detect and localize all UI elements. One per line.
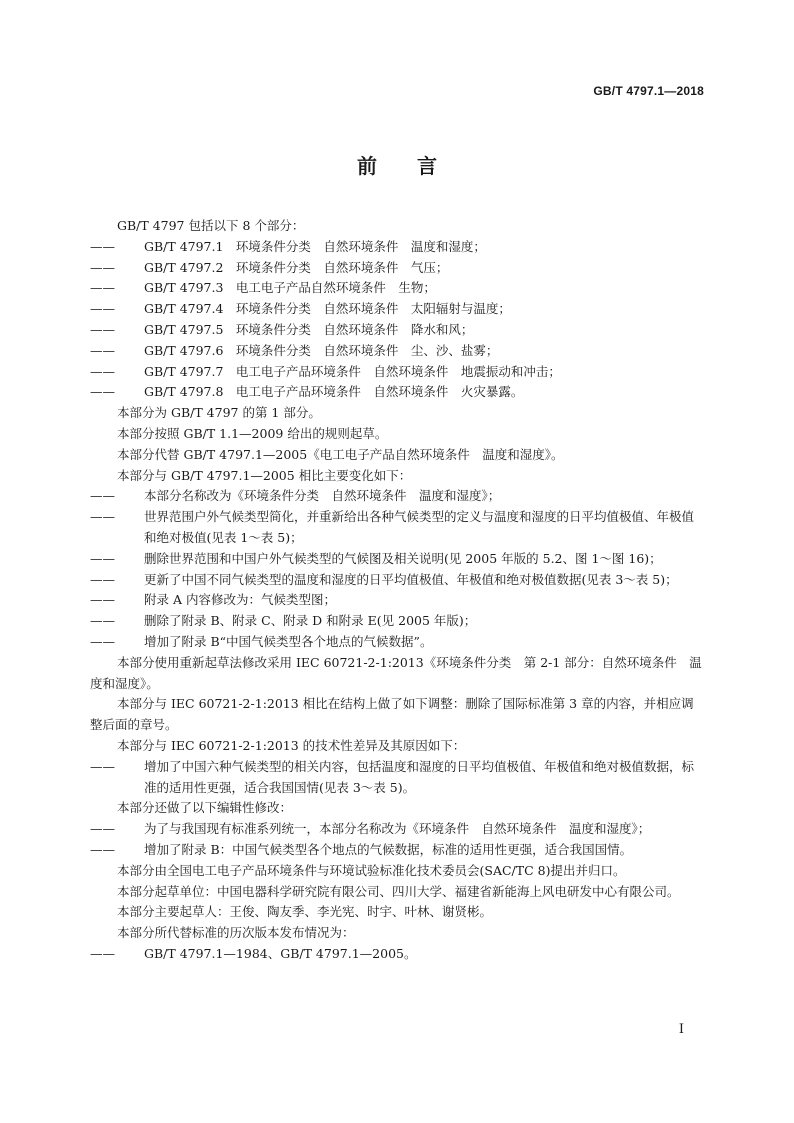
list-dash: ——	[90, 841, 115, 857]
page-title: 前言	[357, 154, 477, 178]
list-item-text: GB/T 4797.7 电工电子产品环境条件 自然环境条件 地震振动和冲击；	[144, 363, 561, 379]
list-dash: ——	[90, 363, 115, 379]
paragraph: 本部分主要起草人：王俊、陶友季、李光宪、时宇、叶林、谢贤彬。	[117, 904, 493, 920]
list-item	[90, 590, 706, 611]
list-dash: ——	[90, 633, 115, 649]
list-dash: ——	[90, 571, 115, 587]
list-item-text: 更新了中国不同气候类型的温度和湿度的日平均值极值、年极值和绝对极值数据(见表 3～表 5)；	[144, 571, 678, 587]
paragraph: 本部分还做了以下编辑性修改：	[117, 800, 293, 816]
list-dash: ——	[90, 488, 115, 504]
body-text	[90, 216, 706, 965]
list-item	[90, 320, 706, 341]
paragraph: 本部分代替 GB/T 4797.1—2005《电工电子产品自然环境条件 温度和湿度》。	[117, 446, 564, 462]
list-item	[90, 840, 706, 861]
paragraph: 本部分与 IEC 60721-2-1:2013 的技术性差异及其原因如下：	[117, 737, 466, 753]
list-dash: ——	[90, 321, 115, 337]
list-item-text: 增加了附录 B：中国气候类型各个地点的气候数据，标准的适用性更强，适合我国国情。	[144, 841, 633, 857]
list-item-text: GB/T 4797.4 环境条件分类 自然环境条件 太阳辐射与温度；	[144, 301, 511, 317]
list-item-text: GB/T 4797.6 环境条件分类 自然环境条件 尘、沙、盐雾；	[144, 342, 499, 358]
page-number: I	[678, 1022, 684, 1037]
list-item-text: GB/T 4797.2 环境条件分类 自然环境条件 气压；	[144, 259, 449, 275]
list-item-text: 删除世界范围和中国户外气候类型的气候图及相关说明(见 2005 年版的 5.2、图 1～图 16)；	[144, 550, 662, 566]
paragraph: 本部分由全国电工电子产品环境条件与环境试验标准化技术委员会(SAC/TC 8)提出并归口。	[117, 862, 626, 878]
paragraph: 本部分与 GB/T 4797.1—2005 相比主要变化如下：	[117, 467, 412, 483]
paragraph: 本部分与 IEC 60721-2-1:2013 相比在结构上做了如下调整：删除了国际标准第 3 章的内容，并相应调整后面的章号。	[90, 696, 694, 733]
list-dash: ——	[90, 821, 115, 837]
list-dash: ——	[90, 342, 115, 358]
paragraph: 本部分为 GB/T 4797 的第 1 部分。	[117, 405, 321, 421]
list-item-text: 删除了附录 B、附录 C、附录 D 和附录 E(见 2005 年版)；	[144, 613, 477, 629]
list-dash: ——	[90, 280, 115, 296]
list-item-text: GB/T 4797.1 环境条件分类 自然环境条件 温度和湿度；	[144, 238, 486, 254]
list-item-text: GB/T 4797.1—1984、GB/T 4797.1—2005。	[144, 945, 417, 961]
list-item	[90, 507, 706, 549]
list-dash: ——	[90, 259, 115, 275]
list-dash: ——	[90, 509, 115, 525]
list-dash: ——	[90, 301, 115, 317]
list-item	[90, 757, 706, 799]
list-dash: ——	[90, 238, 115, 254]
list-item-text: GB/T 4797.5 环境条件分类 自然环境条件 降水和风；	[144, 321, 474, 337]
list-item	[90, 258, 706, 279]
paragraph: 本部分所代替标准的历次版本发布情况为：	[117, 925, 355, 941]
list-item-text: GB/T 4797.3 电工电子产品自然环境条件 生物；	[144, 280, 436, 296]
document-code: GB/T 4797.1—2018	[593, 84, 704, 98]
list-item-text: 本部分名称改为《环境条件分类 自然环境条件 温度和湿度》；	[144, 488, 501, 504]
list-item	[90, 299, 706, 320]
list-dash: ——	[90, 592, 115, 608]
paragraph: 本部分起草单位：中国电器科学研究院有限公司、四川大学、福建省新能海上风电研发中心有限公司。	[117, 883, 680, 899]
list-dash: ——	[90, 384, 115, 400]
list-item	[90, 382, 706, 403]
list-item	[90, 944, 706, 965]
list-item	[90, 341, 706, 362]
list-item	[90, 486, 706, 507]
list-dash: ——	[90, 758, 115, 774]
list-item-text: 增加了中国六种气候类型的相关内容，包括温度和湿度的日平均值极值、年极值和绝对极值数据，标准的适用性更强，适合我国国情(见表 3～表 5)。	[144, 758, 695, 795]
list-item-text: GB/T 4797.8 电工电子产品环境条件 自然环境条件 火灾暴露。	[144, 384, 524, 400]
list-item	[90, 549, 706, 570]
list-item-text: 增加了附录 B“中国气候类型各个地点的气候数据”。	[144, 633, 433, 649]
list-dash: ——	[90, 613, 115, 629]
paragraph: GB/T 4797 包括以下 8 个部分：	[117, 218, 305, 233]
list-item	[90, 632, 706, 653]
paragraph: 本部分使用重新起草法修改采用 IEC 60721-2-1:2013《环境条件分类 第 2-1 部分：自然环境条件 温度和湿度》。	[90, 654, 702, 691]
list-item	[90, 819, 706, 840]
list-item-text: 世界范围户外气候类型简化，并重新给出各种气候类型的定义与温度和湿度的日平均值极值、年极值和绝对极值(见表 1～表 5)；	[144, 509, 695, 545]
list-item	[90, 362, 706, 383]
list-item	[90, 237, 706, 258]
list-item	[90, 278, 706, 299]
list-item-text: 为了与我国现有标准系列统一，本部分名称改为《环境条件 自然环境条件 温度和湿度》；	[144, 821, 651, 837]
list-item	[90, 611, 706, 632]
list-item	[90, 570, 706, 591]
paragraph: 本部分按照 GB/T 1.1—2009 给出的规则起草。	[117, 425, 388, 441]
list-dash: ——	[90, 550, 115, 566]
list-dash: ——	[90, 945, 115, 961]
list-item-text: 附录 A 内容修改为：气候类型图；	[144, 592, 336, 608]
